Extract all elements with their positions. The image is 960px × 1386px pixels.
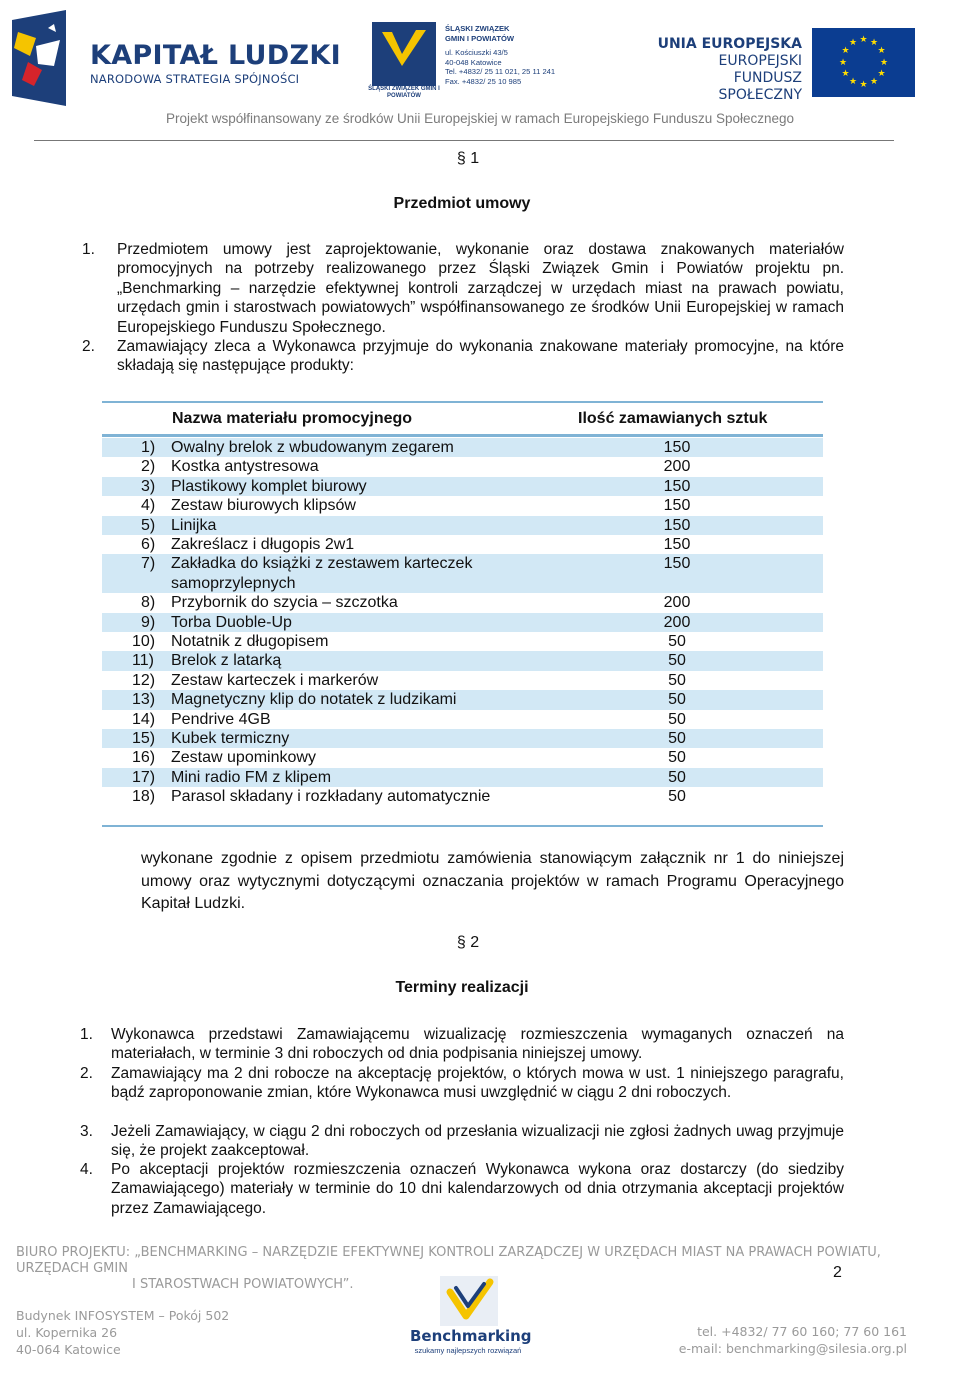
item-number: 1. (80, 1026, 93, 1043)
table-row (102, 787, 823, 826)
row-number: 5) (141, 516, 156, 534)
ue-line3: FUNDUSZ SPOŁECZNY (718, 70, 802, 103)
table-row (102, 690, 823, 709)
svg-text:★: ★ (848, 77, 858, 87)
row-number: 17) (132, 768, 156, 786)
row-qty: 150 (663, 516, 691, 534)
szg-tel: Tel. +4832/ 25 11 021, 25 11 241 (445, 67, 556, 76)
svg-text:★: ★ (879, 58, 889, 68)
svg-text:★: ★ (841, 46, 850, 56)
section2-item-4 (80, 1160, 844, 1218)
table-row (102, 535, 823, 554)
svg-text:★: ★ (869, 77, 879, 87)
row-name: Parasol składany i rozkładany automatycznie (171, 788, 491, 806)
item-text: Zamawiający zleca a Wykonawca przyjmuje do wykonania znakowane materiały promocyjne, na które składają się następujące produkty: (117, 338, 844, 375)
row-number: 16) (132, 749, 156, 767)
table-row (102, 768, 823, 787)
row-name: Zestaw biurowych klipsów (171, 497, 356, 515)
footer-tel: tel. +4832/ 77 60 160; 77 60 161 (697, 1324, 907, 1339)
svg-text:★: ★ (848, 38, 858, 48)
row-qty: 200 (663, 594, 691, 612)
row-qty: 150 (663, 439, 691, 456)
row-name: Magnetyczny klip do notatek z ludzikami (171, 691, 457, 709)
table-row (102, 748, 823, 767)
slaski-zwiazek-logo-caption: ŚLĄSKI ZWIĄZEK GMIN I POWIATÓW (368, 86, 440, 99)
row-qty: 150 (663, 477, 691, 495)
item-number: 3. (80, 1123, 93, 1140)
row-number: 2) (141, 458, 156, 476)
section2-item-2 (80, 1064, 844, 1103)
row-qty: 200 (663, 458, 691, 476)
row-name: Owalny brelok z wbudowanym zegarem (171, 439, 454, 456)
row-name: Kubek termiczny (171, 730, 290, 747)
footer-biuro-line2: I STAROSTWACH POWIATOWYCH”. (132, 1277, 354, 1292)
item-text: Zamawiający ma 2 dni robocze na akceptację projektów, o których mowa w ust. 1 niniejszego paragrafu, bądź zaproponowanie zmian, które Wykonawca musi uwzględnić w ciągu 2 dni roboczych. (111, 1065, 844, 1102)
item-text: Wykonawca przedstawi Zamawiającemu wizualizację rozmieszczenia wymaganych oznaczeń na materiałach, w terminie 3 dni roboczych od dnia podpisania niniejszej umowy. (111, 1026, 844, 1063)
row-qty: 150 (663, 497, 691, 515)
header-divider (34, 140, 894, 141)
table-row (102, 496, 823, 515)
row-name: Zestaw karteczek i markerów (171, 671, 379, 689)
kapital-ludzki-subtitle: NARODOWA STRATEGIA SPÓJNOŚCI (90, 72, 300, 86)
footer-address-line3: 40-064 Katowice (16, 1342, 121, 1357)
row-name: Linijka (171, 516, 217, 534)
row-name: Zakreślacz i długopis 2w1 (171, 536, 355, 553)
item-number: 4. (80, 1161, 93, 1178)
section1-heading: Przedmiot umowy (393, 195, 531, 212)
row-number: 18) (132, 788, 156, 806)
svg-text:★: ★ (877, 46, 886, 56)
svg-text:★: ★ (841, 69, 850, 79)
project-cofinancing-line: Projekt współfinansowany ze środków Unii Europejskiej w ramach Europejskiego Funduszu Społecznego (165, 111, 795, 126)
slaski-zwiazek-info (445, 24, 555, 86)
eu-flag-icon (812, 28, 915, 97)
benchmarking-logo (438, 1272, 500, 1330)
row-number: 1) (141, 439, 156, 456)
table-row (102, 613, 823, 632)
row-qty: 50 (668, 691, 686, 709)
ue-line1: UNIA EUROPEJSKA (657, 36, 802, 52)
section2-item-3 (80, 1122, 844, 1161)
section2-paragraph-sign: § 2 (456, 934, 480, 951)
table-bottom-rule (102, 825, 823, 827)
row-name: Notatnik z długopisem (171, 633, 329, 650)
row-name: Brelok z latarką (171, 652, 282, 670)
item-number: 1. (82, 241, 95, 258)
table-row (102, 438, 823, 457)
row-name: Kostka antystresowa (171, 458, 319, 476)
footer-address-line1: Budynek INFOSYSTEM – Pokój 502 (16, 1308, 230, 1323)
footer-address-line2: ul. Kopernika 26 (16, 1325, 118, 1340)
row-qty: 50 (668, 730, 686, 747)
ue-line2: EUROPEJSKI (718, 53, 802, 69)
page-header (0, 0, 960, 142)
row-name: Torba Duoble-Up (171, 613, 292, 631)
row-qty: 50 (668, 652, 686, 670)
szg-address-line2: 40-048 Katowice (445, 57, 502, 67)
szg-name-line2: GMIN I POWIATÓW (445, 33, 515, 43)
table-row (102, 671, 823, 690)
table-header-name: Nazwa materiału promocyjnego (172, 410, 413, 427)
footer-address (16, 1307, 229, 1358)
footer-email[interactable]: e-mail: benchmarking@silesia.org.pl (678, 1341, 907, 1356)
row-name: Plastikowy komplet biurowy (171, 477, 367, 495)
row-qty: 50 (668, 671, 686, 689)
footer-biuro-line1: BIURO PROJEKTU: „BENCHMARKING – NARZĘDZIE EFEKTYWNEJ KONTROLI ZARZĄDCZEJ W URZĘDACH MIAST NA PRAWACH POWIATU, URZĘDACH GMIN (16, 1245, 881, 1276)
row-qty: 150 (663, 536, 691, 553)
row-name: Mini radio FM z klipem (171, 768, 332, 786)
table-top-rule (102, 401, 823, 403)
row-name: Pendrive 4GB (171, 710, 271, 728)
section1-item-2 (82, 337, 844, 376)
szg-fax: Fax. +4832/ 25 10 985 (445, 76, 522, 86)
svg-text:★: ★ (869, 38, 879, 48)
row-number: 11) (132, 652, 154, 670)
row-qty: 50 (668, 768, 686, 786)
kapital-ludzki-logo (8, 10, 70, 106)
item-number: 2. (82, 338, 95, 355)
table-row (102, 729, 823, 748)
page-number: 2 (833, 1264, 842, 1281)
item-text: Po akceptacji projektów rozmieszczenia oznaczeń Wykonawca wykona oraz dostarczy (do siedziby Zamawiającego) materiały w terminie do 10 dni kalendarzowych od dnia otrzymania akceptacji projektów przez Zamawiającego. (111, 1161, 844, 1217)
item-text: Przedmiotem umowy jest zaprojektowanie, wykonanie oraz dostawa znakowanych materiałów promocyjnych na potrzeby realizowanego przez Śląski Związek Gmin i Powiatów projektu pn. „Benchmarking – narzędzie efektywnej kontroli zarządczej w urzędach miast na prawach powiatu, urzędach gmin i starostwach powiatowych” współfinansowanego ze środków Unii Europejskiej w ramach Europejskiego Funduszu Społecznego. (117, 241, 844, 336)
table-row (102, 477, 823, 496)
row-number: 7) (141, 555, 156, 573)
row-number: 15) (132, 730, 156, 747)
row-qty: 50 (668, 788, 686, 806)
table-row (102, 554, 823, 593)
table-row (102, 651, 823, 670)
table-row (102, 593, 823, 612)
benchmarking-tagline: szukamy najlepszych rozwiązań (414, 1346, 522, 1355)
table-row (102, 516, 823, 535)
svg-text:★: ★ (859, 35, 868, 45)
table-header-rule (102, 434, 823, 437)
table-row (102, 710, 823, 729)
section2-heading: Terminy realizacji (395, 979, 529, 996)
table-row (102, 457, 823, 476)
row-number: 8) (141, 594, 156, 612)
row-number: 9) (141, 613, 156, 631)
row-number: 14) (132, 710, 156, 728)
unia-europejska-text (656, 36, 802, 104)
svg-text:★: ★ (877, 69, 886, 79)
section1-paragraph-sign: § 1 (456, 150, 480, 167)
table-row (102, 632, 823, 651)
row-number: 3) (141, 477, 156, 495)
szg-address-line1: ul. Kościuszki 43/5 (445, 48, 508, 57)
svg-text:★: ★ (859, 80, 868, 90)
footer-contact (620, 1323, 907, 1357)
item-text: Jeżeli Zamawiający, w ciągu 2 dni roboczych od przesłania wizualizacji nie zgłosi żadnych uwag przyjmuje się, że projekt zaakceptował. (111, 1123, 844, 1160)
section2-item-1 (80, 1025, 844, 1064)
table-header-qty: Ilość zamawianych sztuk (578, 410, 768, 427)
row-number: 13) (132, 691, 156, 709)
kapital-ludzki-title: KAPITAŁ LUDZKI (90, 40, 341, 71)
row-name: Zestaw upominkowy (171, 749, 316, 767)
svg-text:★: ★ (838, 58, 848, 68)
item-number: 2. (80, 1065, 93, 1082)
row-number: 6) (141, 536, 156, 553)
row-qty: 50 (668, 633, 686, 650)
row-number: 10) (132, 633, 156, 650)
row-number: 4) (141, 497, 156, 515)
slaski-zwiazek-logo (372, 22, 436, 86)
row-qty: 150 (663, 555, 691, 573)
benchmarking-name: Benchmarking (410, 1327, 532, 1345)
row-name: Zakładka do książki z zestawem karteczek samoprzylepnych (171, 555, 473, 592)
row-qty: 50 (668, 710, 686, 728)
szg-name-line1: ŚLĄSKI ZWIĄZEK (445, 24, 510, 33)
section1-item-1 (82, 240, 844, 337)
after-table-paragraph: wykonane zgodnie z opisem przedmiotu zamówienia stanowiącym załącznik nr 1 do niniejszej umowy oraz wytycznymi dotyczącymi oznaczania projektów w ramach Programu Operacyjnego Kapitał Ludzki. (141, 850, 844, 912)
row-number: 12) (132, 671, 156, 689)
row-qty: 50 (668, 749, 686, 767)
row-name: Przybornik do szycia – szczotka (171, 594, 398, 612)
row-qty: 200 (663, 613, 691, 631)
